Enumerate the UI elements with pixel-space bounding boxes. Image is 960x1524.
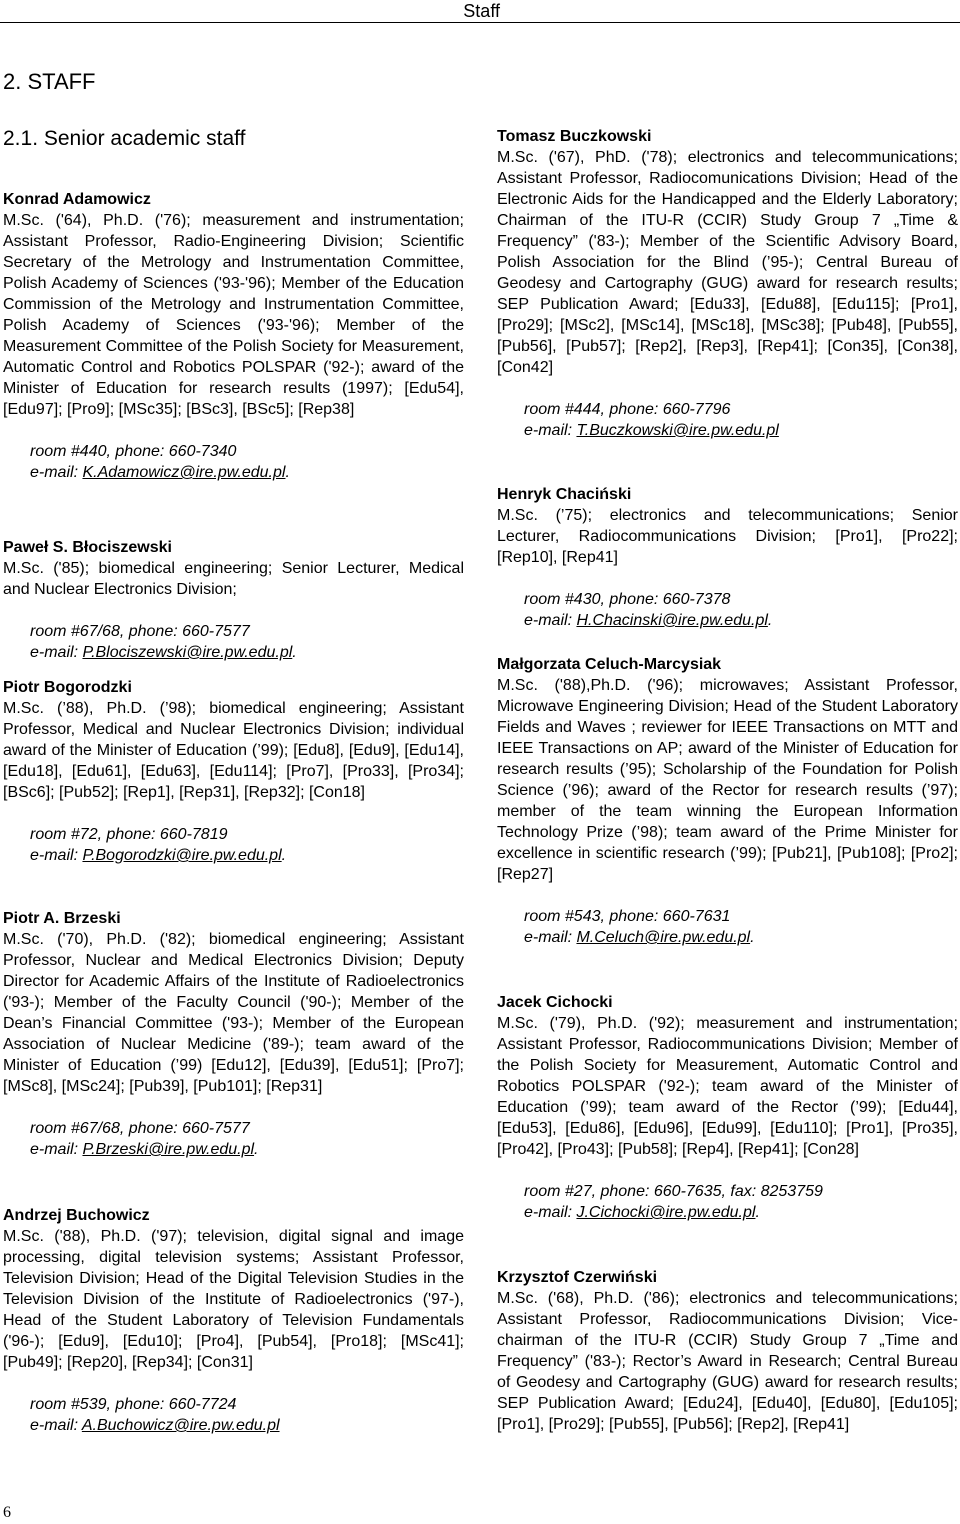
staff-entry-chacinski [497, 484, 958, 631]
email-label: e-mail: [30, 1417, 82, 1434]
email-label: e-mail: [30, 1141, 83, 1158]
page-number: 6 [3, 1504, 11, 1521]
staff-contact [3, 441, 464, 483]
staff-name: Krzysztof Czerwiński [497, 1269, 658, 1286]
staff-room: room #539, phone: 660-7724 [30, 1396, 237, 1413]
email-label: e-mail: [30, 644, 83, 661]
staff-entry-buchowicz [3, 1205, 464, 1436]
email-suffix: . [254, 1141, 259, 1158]
staff-description: M.Sc. ('79), Ph.D. ('92); measurement and instrumentation; Assistant Professor, Radiocommunications Division; Member of the Polish Society for Measurement, Automatic Control and Robotics POLSPAR ('92-); team award of the Minister of Education (’99); team award of the Rector (’99); [Edu44], [Edu53], [Edu86], [Edu96], [Edu99], [Edu110]; [Pro1], [Pro35], [Pro42], [Pro43]; [Pub58]; [Rep4], [Rep41]; [Con28] [497, 1015, 958, 1158]
staff-contact [497, 1181, 958, 1223]
email-link[interactable]: A.Buchowicz@ire.pw.edu.pl [81, 1417, 280, 1434]
email-suffix: . [767, 612, 773, 629]
staff-contact [3, 1118, 464, 1160]
staff-description: M.Sc. ('64), Ph.D. ('76); measurement and instrumentation; Assistant Professor, Radio-Engineering Division; Scientific Secretary of the Metrology and Instrumentation Committee, Polish Academy of Sciences ('93-'96); Member of the Education Commission of the Metrology and Instrumentation Committee, Polish Academy of Sciences ('93-'96); Member of the Measurement Committee of the Polish Society for Measurement, Automatic Control and Robotics POLSPAR ('92-); award of the Minister of Education for research results (1997); [Edu54], [Edu97]; [Pro9]; [MSc35]; [BSc3], [BSc5]; [Rep38] [3, 212, 464, 418]
staff-email-line [524, 1202, 958, 1223]
staff-description: M.Sc. ('68), Ph.D. ('86); electronics and telecommunications; Assistant Professor, Radiocommunications Division; Vice-chairman of the ITU-R (CCIR) Study Group 7 „Time and Frequency” ('83-); Rector’s Award in Research; Central Bureau of Geodesy and Cartography (GUG) award for research results; SEP Publication Award; [Edu24], [Edu40], [Edu80], [Edu105]; [Pro1], [Pro29]; [Pub55], [Pub56]; [Rep2], [Rep41] [497, 1290, 958, 1433]
staff-name: Paweł S. Błociszewski [3, 539, 172, 556]
staff-description: M.Sc. (’75); electronics and telecommunications; Senior Lecturer, Radiocommunications Division; [Pro1], [Pro22]; [Rep10], [Rep41] [497, 507, 958, 566]
staff-room: room #72, phone: 660-7819 [30, 826, 228, 843]
email-suffix: . [755, 1204, 760, 1221]
email-link[interactable]: P.Blociszewski@ire.pw.edu.pl [82, 644, 293, 661]
staff-name: Tomasz Buczkowski [497, 128, 652, 145]
staff-name: Henryk Chaciński [497, 486, 632, 503]
staff-description: M.Sc. ('88),Ph.D. ('96); microwaves; Assistant Professor, Microwave Engineering Division; Head of the Student Laboratory Fields and Waves ; reviewer for IEEE Transactions on MTT and IEEE Transactions on AP; award of the Minister of Education for research results (’95); Scholarship of the Foundation for Polish Science (’96); award of the Rector for research results (’97); member of the team winning the European Information Technology Prize (’98); team award of the Prime Minister for excellence in scientific research (’99); [Pub21], [Pub108]; [Pro2]; [Rep27] [497, 677, 958, 883]
staff-entry-bogorodzki [3, 677, 464, 866]
email-suffix: . [285, 464, 290, 481]
email-link[interactable]: J.Cichocki@ire.pw.edu.pl [576, 1204, 756, 1221]
staff-room: room #27, phone: 660-7635, fax: 8253759 [524, 1183, 823, 1200]
email-label: e-mail: [524, 612, 577, 629]
email-label: e-mail: [524, 422, 577, 439]
staff-name: Andrzej Buchowicz [3, 1207, 150, 1224]
staff-description: M.Sc. ('70), Ph.D. ('82); biomedical engineering; Assistant Professor, Nuclear and Medical Electronics Division; Deputy Director for Academic Affairs of the Institute of Radioelectronics ('93-); Member of the Faculty Council ('90-); Member of the Dean’s Financial Committee ('93-); Member of the European Association of Nuclear Medicine ('89-); team award of the Minister of Education (’99) [Edu12], [Edu39], [Edu51]; [Pro7]; [MSc8], [MSc24]; [Pub39], [Pub101]; [Rep31] [3, 931, 464, 1095]
staff-description: M.Sc. (’88), Ph.D. (’98); biomedical engineering; Assistant Professor, Medical and Nuclear Electronics Division; individual award of the Minister of Education (’99); [Edu8], [Edu9], [Edu14], [Edu18], [Edu61], [Edu63], [Edu114]; [Pro7], [Pro33], [Pro34]; [BSc6]; [Pub52]; [Rep1], [Rep31], [Rep32]; [Con18] [3, 700, 464, 801]
staff-description: M.Sc. ('88), Ph.D. ('97); television, digital signal and image processing, digital television systems; Assistant Professor, Television Division; Head of the Digital Television Studies in the Television Division of the Institute of Radioelectronics ('97-), Head of the Student Laboratory of Television Fundamentals ('96-); [Edu9], [Edu10]; [Pro4], [Pub54], [Pro18]; [MSc41]; [Pub49]; [Rep20], [Rep34]; [Con31] [3, 1228, 464, 1371]
email-link[interactable]: M.Celuch@ire.pw.edu.pl [576, 929, 751, 946]
staff-name: Piotr Bogorodzki [3, 679, 132, 696]
staff-room: room #67/68, phone: 660-7577 [30, 623, 250, 640]
staff-entry-adamowicz [3, 189, 464, 483]
staff-email-line [30, 1139, 464, 1160]
staff-email-line [30, 1415, 464, 1436]
running-header [0, 0, 960, 23]
staff-email-line [30, 845, 464, 866]
staff-name: Piotr A. Brzeski [3, 910, 121, 927]
staff-contact [497, 589, 958, 631]
staff-contact [3, 621, 464, 663]
staff-email-line [524, 927, 958, 948]
staff-entry-celuch-marcysiak [497, 654, 958, 948]
staff-contact [3, 824, 464, 866]
email-link[interactable]: P.Bogorodzki@ire.pw.edu.pl [82, 847, 282, 864]
running-header-title: Staff [463, 1, 500, 21]
email-link[interactable]: K.Adamowicz@ire.pw.edu.pl [82, 464, 286, 481]
staff-entry-brzeski [3, 908, 464, 1160]
staff-room: room #444, phone: 660-7796 [524, 401, 731, 418]
email-suffix: . [750, 929, 755, 946]
email-link[interactable]: T.Buczkowski@ire.pw.edu.pl [576, 422, 779, 439]
staff-entry-buczkowski [497, 126, 958, 441]
staff-entry-czerwinski [497, 1267, 958, 1435]
staff-room: room #543, phone: 660-7631 [524, 908, 731, 925]
staff-name: Jacek Cichocki [497, 994, 613, 1011]
staff-email-line [524, 610, 958, 631]
staff-name: Małgorzata Celuch-Marcysiak [497, 656, 722, 673]
email-label: e-mail: [524, 929, 577, 946]
staff-name: Konrad Adamowicz [3, 191, 151, 208]
subsection-title: 2.1. Senior academic staff [3, 127, 246, 150]
email-suffix: . [281, 847, 287, 864]
staff-room: room #67/68, phone: 660-7577 [30, 1120, 250, 1137]
email-suffix: . [292, 644, 297, 661]
staff-email-line [30, 642, 464, 663]
section-title: 2. STAFF [3, 69, 96, 94]
staff-room: room #440, phone: 660-7340 [30, 443, 237, 460]
email-link[interactable]: P.Brzeski@ire.pw.edu.pl [82, 1141, 255, 1158]
email-label: e-mail: [524, 1204, 577, 1221]
email-label: e-mail: [30, 847, 83, 864]
email-link[interactable]: H.Chacinski@ire.pw.edu.pl [576, 612, 768, 629]
staff-contact [497, 906, 958, 948]
staff-contact [3, 1394, 464, 1436]
staff-email-line [30, 462, 464, 483]
staff-description: M.Sc. ('85); biomedical engineering; Senior Lecturer, Medical and Nuclear Electronics Division; [3, 560, 464, 598]
email-label: e-mail: [30, 464, 83, 481]
staff-entry-cichocki [497, 992, 958, 1223]
staff-email-line [524, 420, 958, 441]
staff-entry-blociszewski [3, 537, 464, 663]
staff-description: M.Sc. ('67), PhD. ('78); electronics and telecommunications; Assistant Professor, Radiocomunications Division; Head of the Electronic Aids for the Handicapped and the Elderly Laboratory; Chairman of the ITU-R (CCIR) Study Group 7 „Time & Frequency” ('83-); Member of the Scientific Advisory Board, Polish Association for the Blind (’95-); Central Bureau of Geodesy and Cartography (GUG) award for research results; SEP Publication Award; [Edu33], [Edu88], [Edu115]; [Pro1], [Pro29]; [MSc2], [MSc14], [MSc18], [MSc38]; [Pub48], [Pub55], [Pub56], [Pub57]; [Rep2], [Rep3], [Rep41]; [Con35], [Con38], [Con42] [497, 149, 958, 376]
staff-room: room #430, phone: 660-7378 [524, 591, 731, 608]
staff-contact [497, 399, 958, 441]
